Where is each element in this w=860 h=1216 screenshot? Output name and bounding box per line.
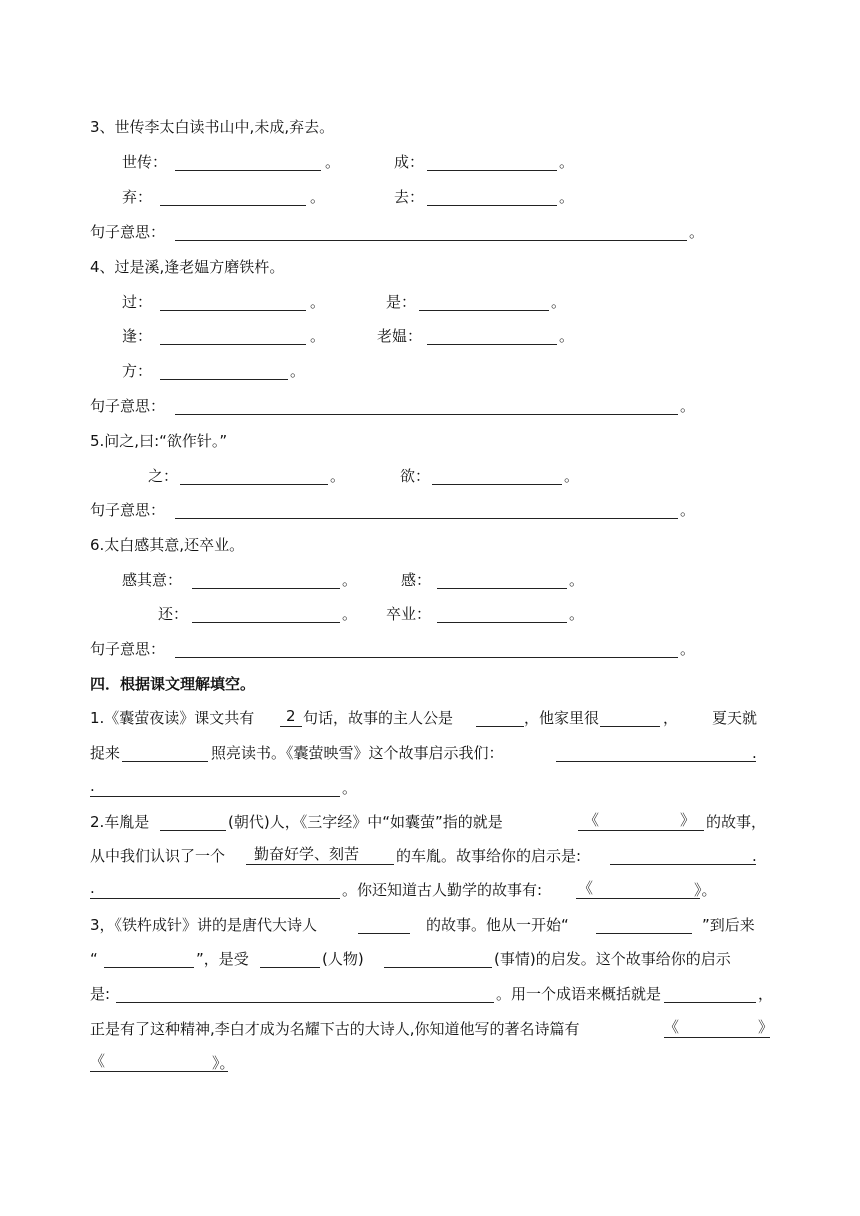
sentence-meaning-label: 句子意思： bbox=[90, 640, 166, 658]
sentence-meaning-label: 句子意思： bbox=[90, 397, 166, 415]
s4-p1-blank-catch[interactable] bbox=[122, 743, 208, 762]
q4-word-feng: 逢： bbox=[122, 327, 153, 345]
period: 。 bbox=[559, 188, 575, 206]
s4-p2-open-bracket: 《 bbox=[584, 811, 600, 829]
s4-p3-text-h: 是: bbox=[90, 985, 111, 1003]
s4-p1-text-e: 夏天就 bbox=[712, 709, 758, 727]
q5-word-zhi: 之： bbox=[148, 467, 179, 485]
period: 。 bbox=[569, 571, 585, 589]
s4-p2-text-g: 的车胤。故事给你的启示是: bbox=[396, 847, 582, 865]
s4-p1-text-c: ，他家里很 bbox=[524, 709, 600, 727]
period: 。 bbox=[330, 467, 346, 485]
s4-p3-open-bracket-1: 《 bbox=[664, 1018, 680, 1036]
s4-p3-blank-later[interactable] bbox=[104, 949, 194, 968]
q5-meaning-blank[interactable] bbox=[175, 500, 678, 519]
s4-p3-blank-poem-2[interactable] bbox=[90, 1053, 228, 1072]
q3-word-shichuan: 世传： bbox=[122, 153, 168, 171]
s4-p2-blank-lesson-cont[interactable] bbox=[90, 880, 340, 899]
s4-p3-text-j: ， bbox=[758, 985, 774, 1003]
s4-p3-blank-event[interactable] bbox=[384, 949, 492, 968]
q5-blank-yu[interactable] bbox=[432, 466, 562, 485]
s4-p2-blank-lesson[interactable] bbox=[610, 846, 756, 865]
sentence-meaning-label: 句子意思： bbox=[90, 223, 166, 241]
s4-p3-text-i: 。用一个成语来概括就是 bbox=[496, 985, 662, 1003]
q6-word-ganqiyi: 感其意： bbox=[122, 571, 183, 589]
s4-p3-text-k: 正是有了这种精神,李白才成为名耀下古的大诗人,你知道他写的著名诗篇有 bbox=[90, 1020, 580, 1038]
s4-p1-text-d: ， bbox=[663, 709, 679, 727]
s4-p2-text-b: (朝代)人，《三字经》中“如囊萤”指的就是 bbox=[228, 813, 503, 831]
s4-p3-text-o: 》。 bbox=[212, 1054, 235, 1072]
q4-blank-fang[interactable] bbox=[160, 361, 288, 380]
s4-p1-blank-family[interactable] bbox=[600, 708, 660, 727]
s4-p1-text-a: 1.《囊萤夜读》课文共有 bbox=[90, 709, 255, 727]
q4-word-laoao: 老媪： bbox=[377, 327, 423, 345]
s4-p1-dot: . bbox=[752, 744, 757, 762]
s4-p1-blank-lesson[interactable] bbox=[556, 743, 756, 762]
s4-p3-blank-start[interactable] bbox=[596, 915, 692, 934]
s4-p3-blank-lesson[interactable] bbox=[116, 984, 494, 1003]
s4-p2-text-j: 》。 bbox=[694, 881, 717, 899]
period: 。 bbox=[310, 293, 326, 311]
q4-meaning-blank[interactable] bbox=[175, 396, 678, 415]
sentence-meaning-label: 句子意思： bbox=[90, 501, 166, 519]
period: 。 bbox=[689, 223, 705, 241]
s4-p2-text-e: 的故事， bbox=[706, 813, 767, 831]
s4-p2-blank-dynasty[interactable] bbox=[160, 812, 226, 831]
q6-word-gan: 感： bbox=[401, 571, 432, 589]
q3-blank-qi[interactable] bbox=[160, 187, 306, 206]
s4-p1-blank-protagonist[interactable] bbox=[476, 708, 524, 727]
q3-blank-qu[interactable] bbox=[427, 187, 557, 206]
q4-blank-feng[interactable] bbox=[160, 326, 306, 345]
period: 。 bbox=[325, 153, 341, 171]
s4-p2-text-h: 。你还知道古人勤学的故事有: bbox=[342, 881, 543, 899]
period: 。 bbox=[564, 467, 580, 485]
period: 。 bbox=[310, 188, 326, 206]
s4-p3-text-c: ”到后来 bbox=[702, 916, 755, 934]
s4-p3-text-g: (事情)的启发。这个故事给你的启示 bbox=[494, 950, 731, 968]
s4-p1-text-b: 句话，故事的主人公是 bbox=[303, 709, 454, 727]
s4-p1-dot2: . bbox=[90, 777, 95, 795]
s4-p2-close-bracket: 》 bbox=[680, 811, 696, 829]
q6-blank-gan[interactable] bbox=[437, 570, 567, 589]
q6-sentence: 6.太白感其意,还卒业。 bbox=[90, 536, 245, 554]
q6-blank-zuye[interactable] bbox=[437, 604, 567, 623]
s4-p2-text-f: 从中我们认识了一个 bbox=[90, 847, 226, 865]
s4-p1-blank-lesson-cont[interactable] bbox=[90, 778, 340, 797]
period: 。 bbox=[680, 640, 696, 658]
s4-p1-filled-count: 2 bbox=[286, 707, 296, 725]
period: 。 bbox=[551, 293, 567, 311]
period: 。 bbox=[680, 397, 696, 415]
s4-p3-close-bracket-1: 》 bbox=[758, 1018, 774, 1036]
q4-blank-shi[interactable] bbox=[419, 292, 549, 311]
q3-word-qu: 去： bbox=[394, 188, 425, 206]
s4-p2-text-a: 2.车胤是 bbox=[90, 813, 150, 831]
q3-blank-shichuan[interactable] bbox=[175, 152, 321, 171]
period: 。 bbox=[342, 605, 358, 623]
q6-blank-huan[interactable] bbox=[192, 604, 340, 623]
s4-p3-blank-person[interactable] bbox=[260, 949, 320, 968]
q6-word-zuye: 卒业： bbox=[386, 605, 432, 623]
s4-p3-blank-idiom[interactable] bbox=[664, 984, 756, 1003]
period: 。 bbox=[559, 153, 575, 171]
q4-word-guo: 过： bbox=[122, 293, 153, 311]
q5-word-yu: 欲： bbox=[400, 467, 431, 485]
q5-sentence: 5.问之,曰:“欲作针。” bbox=[90, 432, 228, 450]
period: 。 bbox=[310, 327, 326, 345]
s4-p3-text-b: 的故事。他从一开始“ bbox=[426, 916, 569, 934]
s4-p1-text-f: 捉来 bbox=[90, 744, 121, 762]
period: 。 bbox=[290, 362, 306, 380]
period: 。 bbox=[569, 605, 585, 623]
q4-blank-guo[interactable] bbox=[160, 292, 306, 311]
s4-p3-blank-poet[interactable] bbox=[358, 915, 410, 934]
s4-p3-text-d: “ bbox=[90, 950, 98, 968]
period: 。 bbox=[559, 327, 575, 345]
s4-p3-open-bracket-2: 《 bbox=[90, 1052, 106, 1070]
s4-p2-blank-other-story[interactable] bbox=[576, 880, 700, 899]
s4-p2-dot: . bbox=[752, 847, 757, 865]
s4-p2-open-bracket-2: 《 bbox=[578, 879, 594, 897]
period: 。 bbox=[342, 571, 358, 589]
q4-word-fang: 方： bbox=[122, 362, 153, 380]
s4-p3-blank-poem-1[interactable] bbox=[664, 1019, 770, 1038]
q4-word-shi: 是： bbox=[386, 293, 417, 311]
section-4-heading: 四．根据课文理解填空。 bbox=[90, 675, 256, 693]
q6-word-huan: 还： bbox=[158, 605, 189, 623]
q3-blank-cheng[interactable] bbox=[427, 152, 557, 171]
q5-blank-zhi[interactable] bbox=[180, 466, 328, 485]
s4-p1-text-g: 照亮读书。《囊萤映雪》这个故事启示我们： bbox=[211, 744, 504, 762]
q4-blank-laoao[interactable] bbox=[427, 326, 557, 345]
period: 。 bbox=[342, 779, 358, 797]
q4-sentence: 4、过是溪,逢老媪方磨铁杵。 bbox=[90, 258, 285, 276]
q6-blank-ganqiyi[interactable] bbox=[192, 570, 340, 589]
s4-p3-text-e: ”，是受 bbox=[196, 950, 249, 968]
q3-word-cheng: 成： bbox=[394, 153, 425, 171]
period: 。 bbox=[680, 501, 696, 519]
s4-p2-filled-trait: 勤奋好学、刻苦 bbox=[254, 845, 360, 863]
q3-sentence: 3、世传李太白读书山中,未成,弃去。 bbox=[90, 118, 335, 136]
q3-word-qi: 弃： bbox=[122, 188, 153, 206]
q3-meaning-blank[interactable] bbox=[175, 222, 687, 241]
q6-meaning-blank[interactable] bbox=[175, 639, 678, 658]
s4-p2-dot2: . bbox=[90, 879, 95, 897]
s4-p3-text-f: (人物) bbox=[322, 950, 364, 968]
s4-p3-text-a: 3，《铁杵成针》讲的是唐代大诗人 bbox=[90, 916, 318, 934]
